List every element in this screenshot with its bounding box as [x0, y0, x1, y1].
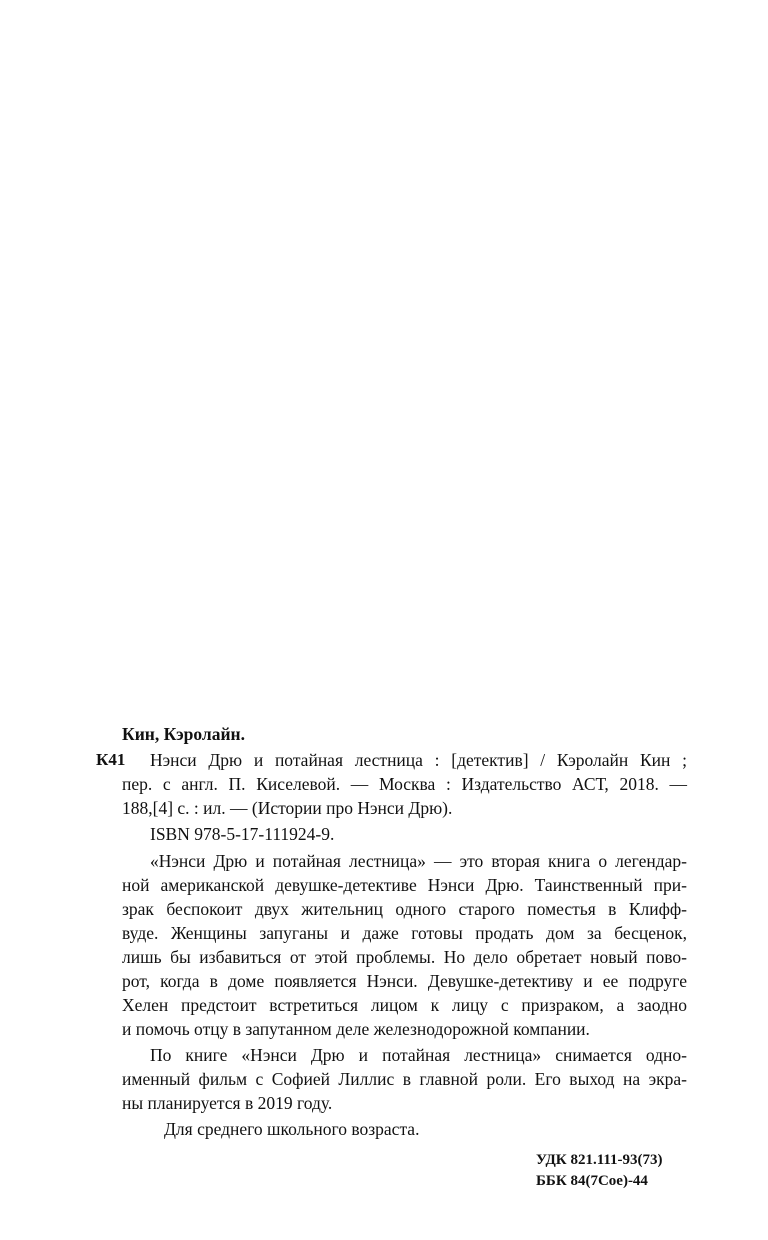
film-note-line-2: именный фильм с Софией Лиллис в главной роли. Его выход на экра-	[122, 1069, 687, 1089]
bibliographic-line-3: 188,[4] с. : ил. — (Истории про Нэнси Дрю).	[122, 798, 453, 818]
annotation-line-6: рот, когда в доме появляется Нэнси. Девушке-детективу и ее подруге	[122, 971, 687, 991]
isbn: ISBN 978-5-17-111924-9.	[150, 824, 335, 844]
author-mark: К41	[96, 750, 126, 769]
annotation-line-2: ной американской девушке-детективе Нэнси Дрю. Таинственный при-	[122, 875, 687, 895]
bibliographic-line-1: Нэнси Дрю и потайная лестница : [детектив] / Кэролайн Кин ;	[150, 750, 687, 770]
annotation-line-7: Хелен предстоит встретиться лицом к лицу с призраком, а заодно	[122, 995, 687, 1015]
bibliographic-line-2: пер. с англ. П. Киселевой. — Москва : Издательство АСТ, 2018. —	[122, 774, 687, 794]
annotation-line-3: зрак беспокоит двух жительниц одного старого поместья в Клифф-	[122, 899, 687, 919]
age-note: Для среднего школьного возраста.	[164, 1119, 420, 1139]
annotation-line-1: «Нэнси Дрю и потайная лестница» — это вторая книга о легендар-	[150, 851, 687, 871]
annotation-line-5: лишь бы избавиться от этой проблемы. Но дело обретает новый пово-	[122, 947, 687, 967]
annotation-line-8: и помочь отцу в запутанном деле железнодорожной компании.	[122, 1019, 590, 1039]
author-heading: Кин, Кэролайн.	[122, 724, 245, 744]
film-note-line-3: ны планируется в 2019 году.	[122, 1093, 333, 1113]
annotation-line-4: вуде. Женщины запуганы и даже готовы продать дом за бесценок,	[122, 923, 687, 943]
udk-code: УДК 821.111-93(73)	[536, 1152, 663, 1168]
bbk-code: ББК 84(7Сое)-44	[536, 1173, 648, 1189]
film-note-line-1: По книге «Нэнси Дрю и потайная лестница» снимается одно-	[150, 1045, 687, 1065]
